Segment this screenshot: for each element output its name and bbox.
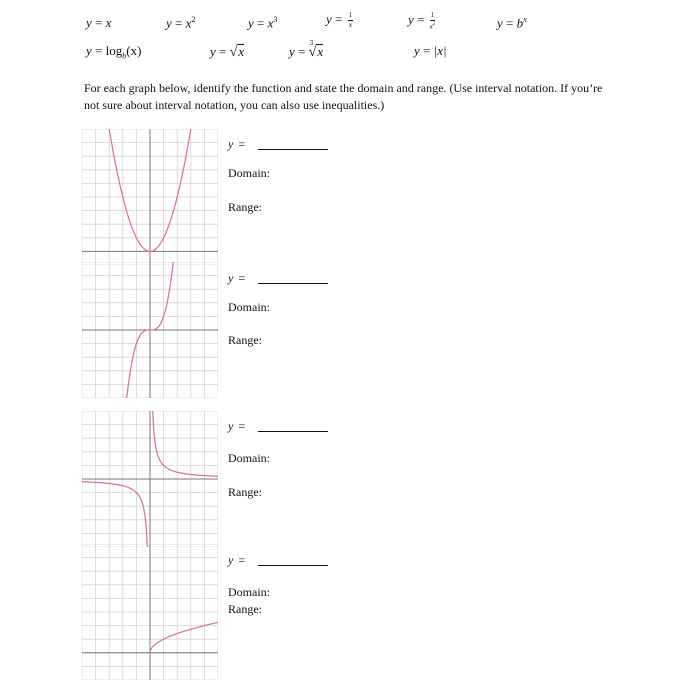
den-exponent: 2 (432, 22, 436, 27)
function-answer-blank[interactable] (258, 283, 328, 284)
fn-eq: = (417, 12, 425, 28)
fn-base: b (516, 15, 524, 31)
function-answer-blank[interactable] (258, 431, 328, 432)
fn-eq: = (423, 43, 431, 58)
graph-3-svg (82, 411, 218, 547)
fraction-denominator: x (348, 21, 352, 29)
fn-exponent: 2 (191, 15, 196, 24)
function-y-equals-one-over-x (326, 12, 353, 29)
fn-lhs: y (414, 43, 420, 58)
function-y-equals-one-over-x-squared (408, 12, 435, 30)
question-4-range-label: Range: (228, 602, 262, 616)
fn-eq: = (95, 15, 103, 30)
graph-1 (82, 129, 218, 265)
fn-rhs: |x| (433, 43, 447, 58)
equals-sign: = (238, 137, 246, 151)
instructions: For each graph below, identify the function and state the domain and range. (Use interval notation. If you’re not sure about interval notation, you can also use inequalities.) (84, 81, 603, 113)
fn-base: x (185, 15, 192, 31)
function-y-equals-x (86, 16, 111, 29)
fn-lhs: y (210, 44, 216, 59)
fraction-numerator: 1 (430, 11, 435, 19)
fn-rhs: x (105, 15, 112, 30)
y-label: y (228, 137, 234, 151)
question-4-function (228, 553, 328, 568)
question-2-function (228, 271, 328, 286)
function-y-equals-x-squared (166, 16, 195, 29)
fn-lhs: y (289, 44, 295, 59)
fn-lhs: y (86, 15, 92, 30)
radical (308, 39, 324, 60)
fn-log-base: b (122, 51, 127, 61)
den-base: x (429, 22, 433, 31)
equals-sign: = (238, 553, 246, 567)
question-1-domain-label: Domain: (228, 166, 270, 180)
fn-lhs: y (326, 11, 332, 27)
question-3-domain-label: Domain: (228, 451, 270, 465)
question-2-range-label: Range: (228, 333, 262, 347)
fn-eq: = (219, 44, 227, 59)
function-y-equals-x-cubed (248, 16, 277, 29)
radicand: x (238, 44, 245, 59)
graph-4 (82, 544, 218, 680)
fn-eq: = (506, 15, 514, 31)
fn-eq: = (298, 44, 306, 59)
fraction-numerator: 1 (348, 11, 353, 19)
question-4-domain-label: Domain: (228, 585, 270, 599)
fn-eq: = (175, 15, 183, 31)
function-answer-blank[interactable] (258, 565, 328, 566)
question-2-domain-label: Domain: (228, 300, 270, 314)
fraction (348, 12, 354, 29)
equals-sign: = (238, 271, 246, 285)
fn-exponent: 3 (273, 15, 278, 24)
fn-base: x (267, 15, 274, 31)
fn-lhs: y (248, 15, 254, 31)
function-y-equals-cube-root-x (289, 39, 324, 60)
fn-lhs: y (408, 12, 414, 28)
question-1-function (228, 137, 328, 152)
fn-eq: = (335, 11, 343, 27)
function-answer-blank[interactable] (258, 149, 328, 150)
graph-2 (82, 262, 218, 398)
fraction-denominator (430, 21, 436, 30)
function-y-equals-abs-x (414, 44, 447, 57)
fn-exponent: x (523, 15, 527, 24)
y-label: y (228, 419, 234, 433)
fn-lhs: y (166, 15, 172, 31)
fn-argument: (x) (126, 43, 142, 58)
graph-1-svg (82, 129, 218, 265)
fn-eq: = (257, 15, 265, 31)
fraction (430, 12, 436, 30)
graph-2-svg (82, 262, 218, 398)
radicand: x (317, 44, 324, 59)
y-label: y (228, 271, 234, 285)
fn-log: log (105, 43, 123, 58)
function-curve (153, 411, 218, 476)
graph-4-svg (82, 544, 218, 680)
radical-sign: √ (229, 45, 238, 60)
question-3-range-label: Range: (228, 485, 262, 499)
function-y-equals-log-b-x (86, 44, 141, 61)
function-curve (82, 482, 147, 547)
question-3-function (228, 419, 328, 434)
fn-lhs: y (86, 43, 92, 58)
fn-eq: = (95, 43, 103, 58)
radical (230, 44, 244, 60)
graph-3 (82, 411, 218, 547)
equals-sign: = (238, 419, 246, 433)
y-label: y (228, 553, 234, 567)
fn-lhs: y (497, 15, 503, 31)
function-y-equals-b-to-x (497, 16, 527, 29)
radical-index: 3 (309, 39, 314, 47)
radical-sign: √ (308, 45, 317, 60)
function-y-equals-sqrt-x (210, 44, 244, 60)
question-1-range-label: Range: (228, 200, 262, 214)
function-curve (150, 622, 218, 652)
